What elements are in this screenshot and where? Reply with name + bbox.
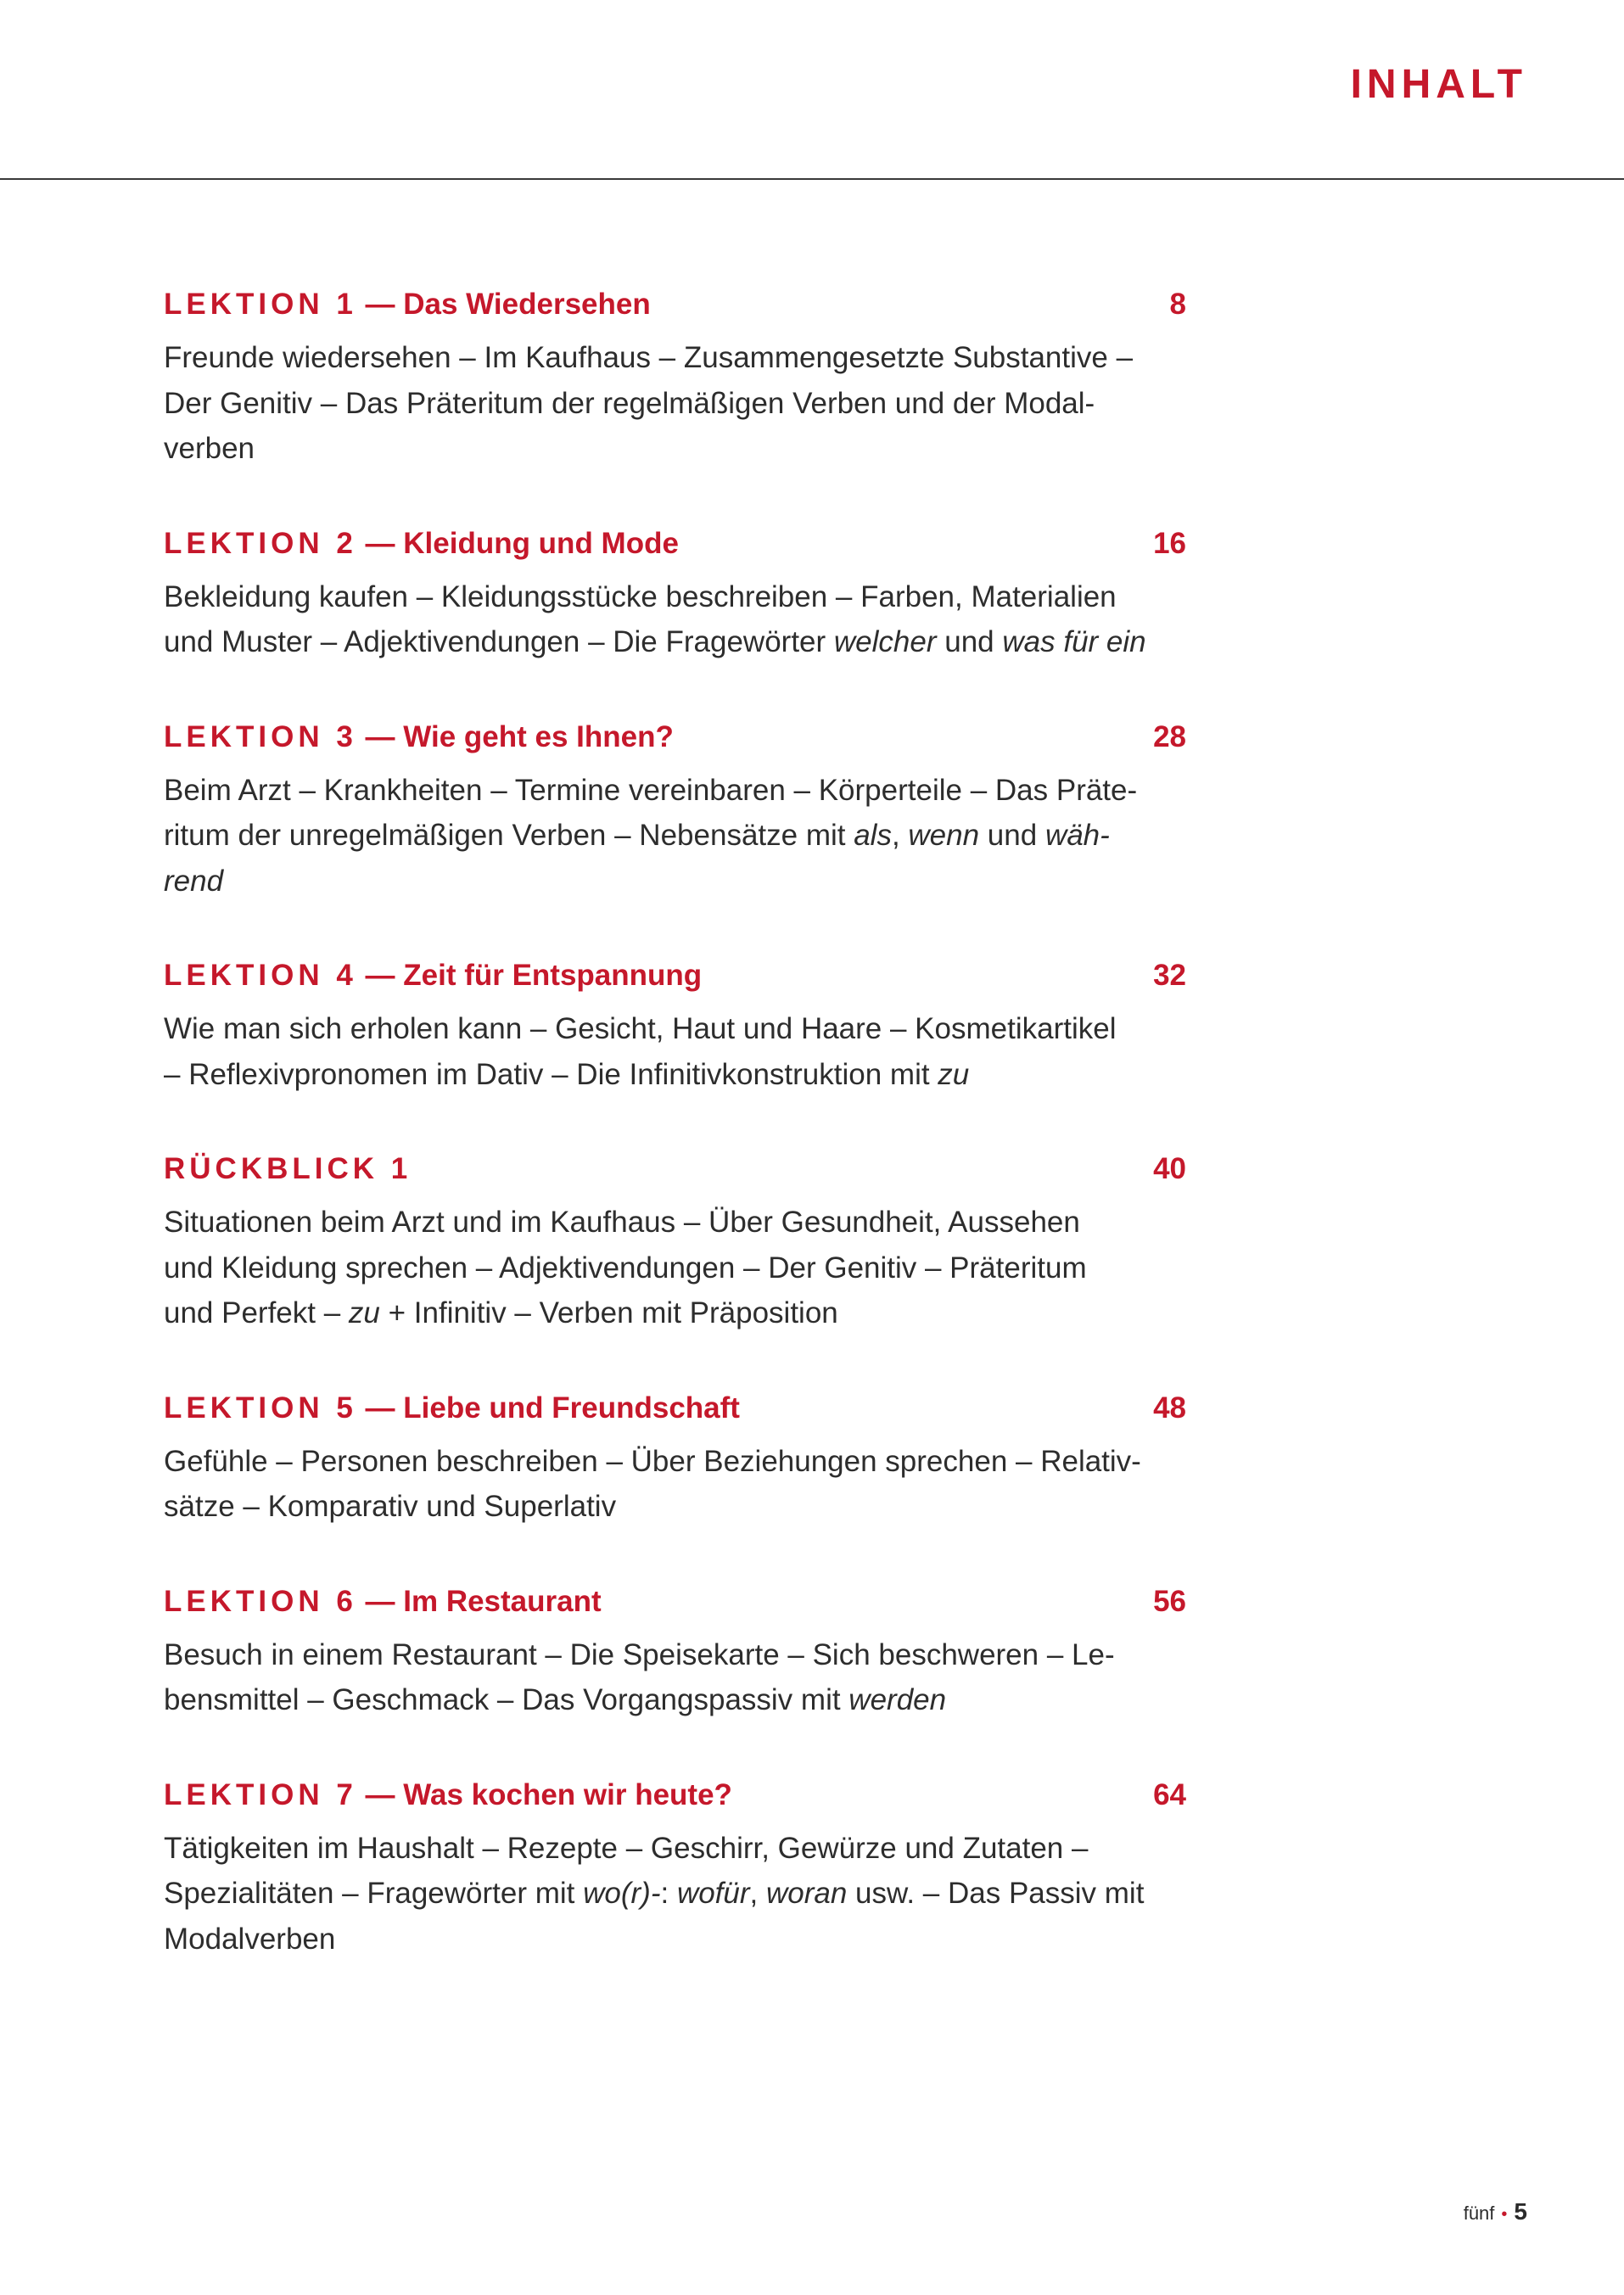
description-text: und Kleidung sprechen – Adjektivendungen – Der Genitiv – Präteritum — [164, 1251, 1087, 1285]
description-text: : — [660, 1877, 677, 1910]
description-text: bensmittel – Geschmack – Das Vorgangspassiv mit — [164, 1683, 849, 1716]
table-of-contents — [164, 282, 1186, 2011]
description-text: , — [749, 1877, 766, 1910]
page-header — [0, 0, 1624, 180]
toc-entry-page-number: 64 — [1153, 1777, 1186, 1811]
toc-entry-description — [164, 1006, 1186, 1097]
description-line — [164, 426, 1186, 472]
description-italic-term: werden — [848, 1683, 947, 1716]
description-text: verben — [164, 432, 255, 465]
description-text: + Infinitiv – Verben mit Präposition — [379, 1296, 838, 1329]
description-line — [164, 619, 1186, 665]
description-line — [164, 1200, 1186, 1245]
description-text: und Muster – Adjektivendungen – Die Fragewörter — [164, 625, 834, 658]
toc-entry-heading[interactable] — [164, 1385, 1186, 1430]
toc-entry-heading-text — [164, 953, 702, 998]
toc-entry-prefix: LEKTION 2 — [164, 526, 357, 560]
description-italic-term: wofür — [676, 1877, 750, 1910]
toc-entry-prefix: LEKTION 5 — [164, 1391, 357, 1425]
description-italic-term: zu — [348, 1296, 380, 1329]
toc-entry-description — [164, 1200, 1186, 1336]
description-text: Gefühle – Personen beschreiben – Über Beziehungen sprechen – Relativ- — [164, 1444, 1141, 1478]
toc-entry-title: Wie geht es Ihnen? — [403, 719, 674, 753]
toc-entry-heading-text — [164, 1579, 602, 1624]
toc-entry-description — [164, 768, 1186, 904]
toc-entry-description — [164, 1439, 1186, 1530]
toc-entry-page-number: 48 — [1153, 1391, 1186, 1425]
toc-entry-page-number: 16 — [1153, 526, 1186, 560]
description-line — [164, 768, 1186, 814]
description-line — [164, 1871, 1186, 1917]
toc-entry-heading-text — [164, 1385, 740, 1430]
toc-entry-page-number: 28 — [1153, 719, 1186, 753]
toc-entry-prefix: LEKTION 6 — [164, 1584, 357, 1618]
toc-entry — [164, 1579, 1186, 1723]
toc-entry-prefix: RÜCKBLICK 1 — [164, 1152, 412, 1185]
toc-entry-heading-text — [164, 1146, 412, 1191]
description-text: ritum der unregelmäßigen Verben – Nebensätze mit — [164, 819, 854, 852]
footer-page-number: 5 — [1514, 2198, 1527, 2225]
description-line — [164, 1439, 1186, 1485]
description-text: und Perfekt – — [164, 1296, 349, 1329]
toc-entry-prefix: LEKTION 3 — [164, 719, 357, 753]
toc-entry-separator: — — [356, 526, 404, 560]
description-text: – Reflexivpronomen im Dativ – Die Infinitivkonstruktion mit — [164, 1057, 938, 1091]
toc-entry-page-number: 8 — [1169, 288, 1186, 321]
toc-entry-page-number: 40 — [1153, 1152, 1186, 1185]
description-italic-term: zu — [938, 1057, 970, 1091]
description-line — [164, 574, 1186, 620]
toc-entry-description — [164, 335, 1186, 472]
toc-entry-separator: — — [356, 1391, 404, 1425]
toc-entry-heading[interactable] — [164, 521, 1186, 566]
toc-entry-title: Kleidung und Mode — [403, 526, 679, 560]
description-italic-term: woran — [765, 1877, 848, 1910]
description-text: Spezialitäten – Fragewörter mit — [164, 1877, 584, 1910]
page-title: INHALT — [1350, 62, 1527, 107]
toc-entry-page-number: 56 — [1153, 1584, 1186, 1618]
toc-entry — [164, 953, 1186, 1097]
toc-entry-description — [164, 1632, 1186, 1723]
description-line — [164, 1677, 1186, 1723]
footer-bullet: • — [1501, 2205, 1508, 2224]
toc-entry — [164, 714, 1186, 904]
description-text: Situationen beim Arzt und im Kaufhaus – Über Gesundheit, Aussehen — [164, 1206, 1080, 1239]
description-italic-term: welcher — [833, 625, 937, 658]
description-line — [164, 335, 1186, 381]
toc-entry-heading[interactable] — [164, 282, 1186, 327]
description-italic-term: rend — [164, 864, 224, 898]
description-italic-term: wo(r)- — [583, 1877, 661, 1910]
description-text: usw. – Das Passiv mit — [847, 1877, 1145, 1910]
page-footer — [1464, 2199, 1527, 2227]
toc-entry-heading[interactable] — [164, 714, 1186, 759]
toc-entry-separator: — — [356, 1777, 404, 1811]
toc-entry-title: Im Restaurant — [403, 1584, 602, 1618]
description-text: Tätigkeiten im Haushalt – Rezepte – Geschirr, Gewürze und Zutaten – — [164, 1831, 1089, 1865]
description-italic-term: als — [854, 819, 892, 852]
toc-entry-prefix: LEKTION 7 — [164, 1777, 357, 1811]
toc-entry-prefix: LEKTION 1 — [164, 288, 357, 321]
description-text: und — [979, 819, 1045, 852]
toc-entry — [164, 1772, 1186, 1962]
description-text: Besuch in einem Restaurant – Die Speisekarte – Sich beschweren – Le- — [164, 1637, 1115, 1671]
description-line — [164, 1245, 1186, 1291]
description-italic-term: was für ein — [1002, 625, 1146, 658]
description-line — [164, 859, 1186, 904]
description-line — [164, 1484, 1186, 1530]
toc-entry-heading-text — [164, 282, 651, 327]
description-text: Freunde wiedersehen – Im Kaufhaus – Zusammengesetzte Substantive – — [164, 341, 1134, 374]
description-text: Wie man sich erholen kann – Gesicht, Haut und Haare – Kosmetikartikel — [164, 1012, 1117, 1045]
toc-entry-page-number: 32 — [1153, 959, 1186, 992]
toc-entry-heading[interactable] — [164, 1146, 1186, 1191]
toc-entry-heading-text — [164, 1772, 732, 1817]
toc-entry-heading[interactable] — [164, 1579, 1186, 1624]
description-line — [164, 1917, 1186, 1962]
description-text: Bekleidung kaufen – Kleidungsstücke beschreiben – Farben, Materialien — [164, 579, 1117, 613]
description-line — [164, 1006, 1186, 1052]
toc-entry — [164, 1385, 1186, 1530]
toc-entry-heading[interactable] — [164, 1772, 1186, 1817]
toc-entry-separator: — — [356, 288, 404, 321]
description-text: Modalverben — [164, 1922, 336, 1956]
toc-entry-heading-text — [164, 521, 679, 566]
description-text: sätze – Komparativ und Superlativ — [164, 1490, 617, 1523]
description-line — [164, 1826, 1186, 1872]
toc-entry — [164, 282, 1186, 472]
toc-entry-separator: — — [356, 1584, 404, 1618]
description-line — [164, 1052, 1186, 1098]
description-line — [164, 1632, 1186, 1678]
toc-entry-title: Was kochen wir heute? — [403, 1777, 732, 1811]
toc-entry — [164, 1146, 1186, 1336]
description-text: und — [936, 625, 1003, 658]
toc-entry-title: Zeit für Entspannung — [403, 959, 703, 992]
toc-entry-heading[interactable] — [164, 953, 1186, 998]
description-line — [164, 381, 1186, 427]
toc-entry-heading-text — [164, 714, 674, 759]
toc-entry — [164, 521, 1186, 665]
toc-entry-description — [164, 1826, 1186, 1962]
toc-entry-title: Das Wiedersehen — [403, 288, 651, 321]
footer-page-word: fünf — [1463, 2203, 1495, 2224]
description-line — [164, 1290, 1186, 1336]
description-italic-term: wenn — [908, 819, 980, 852]
description-text: , — [891, 819, 909, 852]
toc-entry-separator: — — [356, 719, 404, 753]
description-text: Beim Arzt – Krankheiten – Termine vereinbaren – Körperteile – Das Präte- — [164, 773, 1138, 807]
description-text: Der Genitiv – Das Präteritum der regelmäßigen Verben und der Modal- — [164, 386, 1095, 420]
description-line — [164, 813, 1186, 859]
toc-entry-prefix: LEKTION 4 — [164, 959, 357, 992]
toc-entry-separator: — — [356, 959, 404, 992]
toc-entry-title: Liebe und Freundschaft — [403, 1391, 740, 1425]
toc-entry-description — [164, 574, 1186, 665]
description-italic-term: wäh- — [1044, 819, 1110, 852]
